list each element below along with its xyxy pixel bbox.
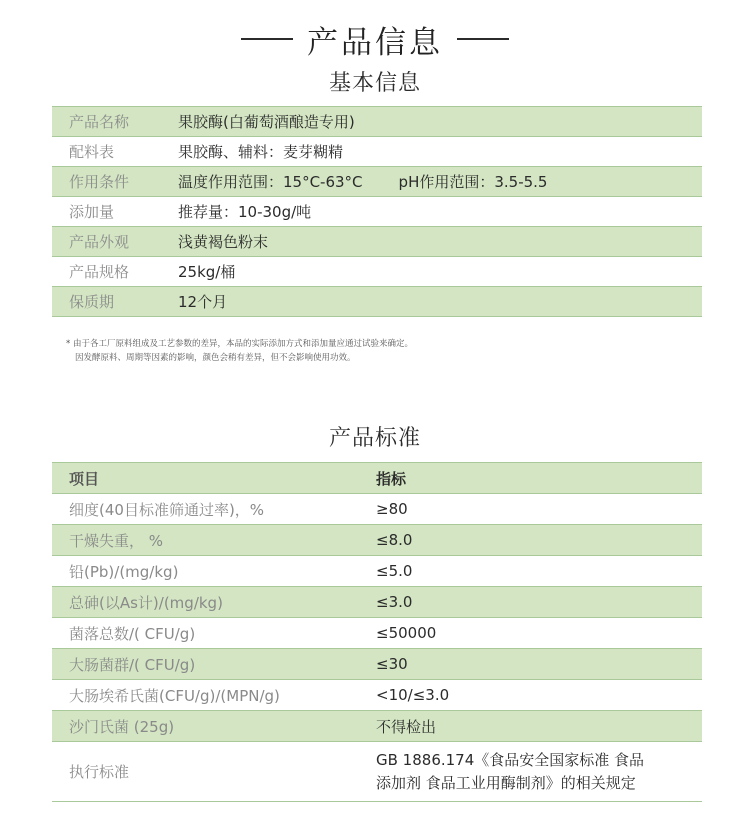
- table-row: [52, 742, 702, 802]
- standard-table: [52, 462, 702, 802]
- row-value: 果胶酶(白葡萄酒酿造专用): [178, 107, 702, 137]
- value-cell: ≤50000: [376, 624, 437, 642]
- table-row: [52, 525, 702, 556]
- value-line: 添加剂 食品工业用酶制剂》的相关规定: [376, 773, 636, 792]
- basic-info-heading: 基本信息: [328, 71, 421, 96]
- table-row: [52, 618, 702, 649]
- column-header-value: 指标: [376, 463, 702, 494]
- table-row: [52, 587, 702, 618]
- value-cell: [376, 742, 702, 802]
- item-cell: 大肠埃希氏菌(CFU/g)/(MPN/g): [69, 686, 280, 705]
- standard-heading: 产品标准: [328, 426, 421, 451]
- row-value: 25kg/桶: [178, 263, 236, 281]
- table-header-row: [52, 463, 702, 494]
- item-cell: 执行标准: [69, 763, 130, 781]
- item-cell: 大肠菌群/( CFU/g): [52, 649, 376, 680]
- value-cell: 不得检出: [376, 711, 702, 742]
- page-title: [0, 16, 750, 62]
- row-label: 产品外观: [52, 227, 178, 257]
- basic-info-table: [52, 106, 702, 317]
- table-row: [52, 556, 702, 587]
- row-value: 12个月: [178, 287, 702, 317]
- table-row: [52, 680, 702, 711]
- temperature-range: 温度作用范围：15°C-63°C: [178, 173, 363, 191]
- row-value: 浅黄褐色粉末: [178, 227, 702, 257]
- footnote: 因发酵原料、周期等因素的影响，颜色会稍有差异，但不会影响使用功效。: [75, 353, 356, 363]
- table-row: [52, 649, 702, 680]
- table-row: [52, 494, 702, 525]
- item-cell: 沙门氏菌 (25g): [52, 711, 376, 742]
- page-title-text: 产品信息: [307, 24, 443, 61]
- item-cell: 总砷(以As计)/(mg/kg): [52, 587, 376, 618]
- title-dash-right: [457, 38, 509, 40]
- table-row: [52, 197, 702, 227]
- row-label: 配料表: [69, 143, 115, 161]
- row-value: 推荐量：10-30g/吨: [178, 203, 312, 221]
- table-row: [52, 107, 702, 137]
- table-row: [52, 287, 702, 317]
- item-cell: 铅(Pb)/(mg/kg): [69, 562, 179, 581]
- table-row: [52, 711, 702, 742]
- row-label: 作用条件: [52, 167, 178, 197]
- row-label: 添加量: [69, 203, 115, 221]
- value-cell: ≤3.0: [376, 587, 702, 618]
- value-line: GB 1886.174《食品安全国家标准 食品: [376, 750, 645, 769]
- ph-range: pH作用范围：3.5-5.5: [398, 173, 548, 191]
- row-value: [178, 167, 702, 197]
- table-row: [52, 257, 702, 287]
- value-cell: ≥80: [376, 500, 408, 518]
- row-label: 产品名称: [52, 107, 178, 137]
- value-cell: ≤5.0: [376, 562, 413, 580]
- table-row: [52, 167, 702, 197]
- row-label: 产品规格: [69, 263, 130, 281]
- row-value: 果胶酶、辅料：麦芽糊精: [178, 143, 344, 161]
- footnote: * 由于各工厂原料组成及工艺参数的差异，本品的实际添加方式和添加量应通过试验来确定。: [66, 339, 413, 349]
- row-label: 保质期: [52, 287, 178, 317]
- column-header-item: 项目: [52, 463, 376, 494]
- value-cell: ≤30: [376, 649, 702, 680]
- value-cell: <10/≤3.0: [376, 686, 450, 704]
- item-cell: 菌落总数/( CFU/g): [69, 624, 196, 643]
- title-dash-left: [241, 38, 293, 40]
- table-row: [52, 227, 702, 257]
- item-cell: 细度(40目标准筛通过率)，%: [69, 500, 265, 519]
- item-cell: 干燥失重， %: [52, 525, 376, 556]
- footnotes: [66, 337, 413, 365]
- value-cell: ≤8.0: [376, 525, 702, 556]
- table-row: [52, 137, 702, 167]
